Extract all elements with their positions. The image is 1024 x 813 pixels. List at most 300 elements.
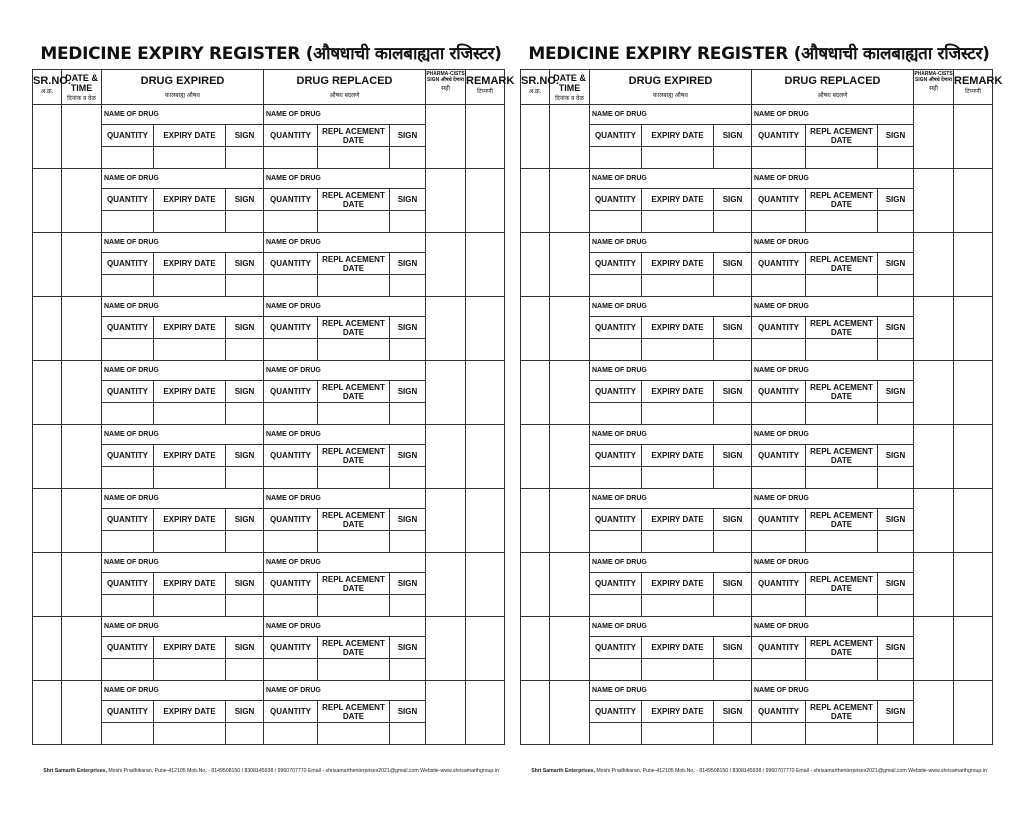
- pharmacist-sign-cell[interactable]: [426, 553, 466, 617]
- replacement-date-header-label: REPL ACEMENT DATE: [810, 446, 873, 465]
- pharmacist-sign-cell[interactable]: [426, 681, 466, 745]
- drug-expired-header: DRUG EXPIRED कालबाह्य औषध: [590, 70, 752, 105]
- pharmacist-sign-cell[interactable]: [426, 233, 466, 297]
- register-entries: [33, 105, 505, 745]
- replaced-quantity-header: [752, 189, 806, 211]
- expired-quantity-field[interactable]: [590, 531, 642, 553]
- replacement-date-field[interactable]: [318, 595, 390, 617]
- expired-quantity-header: [590, 189, 642, 211]
- expired-drug-name-field[interactable]: [102, 553, 264, 573]
- pharmacist-sign-cell[interactable]: [426, 617, 466, 681]
- date-time-cell[interactable]: [62, 425, 102, 489]
- pharmacist-sign-cell[interactable]: [914, 489, 954, 553]
- replaced-quantity-header-label: QUANTITY: [270, 323, 311, 332]
- expired-quantity-field[interactable]: [590, 723, 642, 745]
- replaced-sign-field[interactable]: [878, 467, 914, 489]
- replaced-quantity-field[interactable]: [264, 403, 318, 425]
- expiry-date-field[interactable]: [642, 595, 714, 617]
- expired-quantity-field[interactable]: [102, 339, 154, 361]
- expiry-date-field[interactable]: [154, 147, 226, 169]
- expired-sign-field[interactable]: [226, 723, 264, 745]
- expired-drug-name-field[interactable]: [102, 425, 264, 445]
- remark-cell[interactable]: [954, 425, 993, 489]
- date-time-cell[interactable]: [62, 233, 102, 297]
- expired-drug-name-field[interactable]: [590, 553, 752, 573]
- replaced-quantity-field[interactable]: [752, 211, 806, 233]
- date-time-cell[interactable]: [62, 169, 102, 233]
- pharmacist-sign-cell[interactable]: [426, 169, 466, 233]
- replacement-date-header: [806, 253, 878, 275]
- remark-cell[interactable]: [954, 105, 993, 169]
- pharmacist-sign-cell[interactable]: [426, 361, 466, 425]
- remark-cell[interactable]: [466, 681, 505, 745]
- replaced-drug-name-field[interactable]: [752, 425, 914, 445]
- expiry-date-field[interactable]: [642, 531, 714, 553]
- sr-no-cell[interactable]: [521, 169, 550, 233]
- sr-no-cell[interactable]: [33, 105, 62, 169]
- replaced-sign-field[interactable]: [878, 339, 914, 361]
- expired-quantity-header: [102, 317, 154, 339]
- replacement-date-field[interactable]: [806, 211, 878, 233]
- expiry-date-field[interactable]: [642, 467, 714, 489]
- sr-no-cell[interactable]: [33, 297, 62, 361]
- expired-drug-name-field[interactable]: [102, 681, 264, 701]
- replacement-date-header-label: REPL ACEMENT DATE: [322, 574, 385, 593]
- replaced-quantity-field[interactable]: [264, 339, 318, 361]
- replacement-date-field[interactable]: [806, 595, 878, 617]
- expired-drug-name-field[interactable]: [590, 105, 752, 125]
- replacement-date-field[interactable]: [318, 211, 390, 233]
- replaced-sign-field[interactable]: [390, 467, 426, 489]
- pharmacist-sign-cell[interactable]: [914, 553, 954, 617]
- expired-drug-name-field[interactable]: [102, 233, 264, 253]
- replaced-sign-header-label: SIGN: [397, 451, 418, 460]
- expired-drug-name-field[interactable]: [590, 489, 752, 509]
- expired-sign-field[interactable]: [714, 659, 752, 681]
- replaced-sign-header-label: SIGN: [885, 451, 906, 460]
- sr-no-cell[interactable]: [521, 425, 550, 489]
- expired-quantity-header-label: QUANTITY: [107, 259, 148, 268]
- expiry-date-field[interactable]: [154, 403, 226, 425]
- replaced-quantity-field[interactable]: [264, 467, 318, 489]
- expiry-date-header: [154, 381, 226, 403]
- entry-name-row: [33, 105, 505, 125]
- replaced-quantity-field[interactable]: [752, 339, 806, 361]
- expired-quantity-field[interactable]: [102, 403, 154, 425]
- expired-sign-field[interactable]: [714, 403, 752, 425]
- replaced-drug-name-field[interactable]: [264, 681, 426, 701]
- expired-quantity-field[interactable]: [102, 211, 154, 233]
- replaced-drug-name-field[interactable]: [264, 169, 426, 189]
- expiry-date-field[interactable]: [154, 339, 226, 361]
- sr-no-cell[interactable]: [33, 169, 62, 233]
- expired-sign-field[interactable]: [226, 147, 264, 169]
- expired-quantity-header: [590, 253, 642, 275]
- expired-sign-field[interactable]: [226, 595, 264, 617]
- remark-cell[interactable]: [466, 553, 505, 617]
- expired-quantity-field[interactable]: [102, 659, 154, 681]
- replaced-sign-field[interactable]: [878, 403, 914, 425]
- replaced-drug-name-field[interactable]: [264, 105, 426, 125]
- replaced-sign-field[interactable]: [390, 659, 426, 681]
- replaced-sign-header-label: SIGN: [885, 387, 906, 396]
- expiry-date-header: [642, 637, 714, 659]
- expired-drug-name-field-label: NAME OF DRUG: [104, 559, 159, 566]
- expiry-date-header-label: EXPIRY DATE: [651, 515, 704, 524]
- sr-no-cell[interactable]: [33, 617, 62, 681]
- replaced-sign-field[interactable]: [878, 211, 914, 233]
- replaced-drug-name-field[interactable]: [752, 233, 914, 253]
- replacement-date-field[interactable]: [318, 147, 390, 169]
- expired-quantity-field[interactable]: [590, 467, 642, 489]
- expired-drug-name-field[interactable]: [590, 617, 752, 637]
- pharmacist-sign-cell[interactable]: [914, 681, 954, 745]
- expired-sign-header-label: SIGN: [234, 515, 255, 524]
- remark-cell[interactable]: [466, 105, 505, 169]
- replaced-drug-name-field[interactable]: [752, 617, 914, 637]
- entry-name-row: [521, 297, 993, 317]
- sr-no-cell[interactable]: [521, 681, 550, 745]
- date-time-cell[interactable]: [550, 169, 590, 233]
- replaced-quantity-field[interactable]: [264, 595, 318, 617]
- expired-sign-header: [226, 125, 264, 147]
- date-time-cell[interactable]: [62, 553, 102, 617]
- expired-sign-field[interactable]: [226, 403, 264, 425]
- replaced-sign-field[interactable]: [390, 211, 426, 233]
- date-time-cell[interactable]: [550, 233, 590, 297]
- replacement-date-header-label: REPL ACEMENT DATE: [322, 382, 385, 401]
- replacement-date-field[interactable]: [806, 275, 878, 297]
- replaced-quantity-field[interactable]: [264, 723, 318, 745]
- remark-cell[interactable]: [466, 361, 505, 425]
- date-time-cell[interactable]: [550, 425, 590, 489]
- date-time-cell[interactable]: [550, 553, 590, 617]
- pharmacist-sign-cell[interactable]: [914, 233, 954, 297]
- expired-drug-name-field[interactable]: [102, 617, 264, 637]
- expired-drug-name-field[interactable]: [102, 105, 264, 125]
- pharmacist-sign-cell[interactable]: [426, 489, 466, 553]
- expired-sign-header-label: SIGN: [722, 387, 743, 396]
- replaced-sign-field[interactable]: [390, 595, 426, 617]
- expired-quantity-field[interactable]: [102, 147, 154, 169]
- replaced-drug-name-field[interactable]: [264, 425, 426, 445]
- replaced-drug-name-field[interactable]: [264, 297, 426, 317]
- expired-sign-header-label: SIGN: [722, 707, 743, 716]
- expired-sign-field[interactable]: [714, 467, 752, 489]
- remark-cell[interactable]: [466, 169, 505, 233]
- replacement-date-header: [806, 637, 878, 659]
- remark-cell[interactable]: [466, 617, 505, 681]
- replacement-date-field[interactable]: [318, 339, 390, 361]
- expired-drug-name-field[interactable]: [102, 297, 264, 317]
- expired-sign-field[interactable]: [714, 339, 752, 361]
- replaced-quantity-field[interactable]: [752, 467, 806, 489]
- expiry-date-field[interactable]: [642, 147, 714, 169]
- replaced-quantity-field[interactable]: [264, 147, 318, 169]
- replacement-date-header: [806, 125, 878, 147]
- date-time-cell[interactable]: [550, 489, 590, 553]
- expired-quantity-field[interactable]: [590, 403, 642, 425]
- expired-drug-name-field[interactable]: [590, 681, 752, 701]
- remark-cell[interactable]: [954, 361, 993, 425]
- sr-no-cell[interactable]: [33, 425, 62, 489]
- replaced-drug-name-field[interactable]: [264, 617, 426, 637]
- replacement-date-field[interactable]: [806, 403, 878, 425]
- remark-cell[interactable]: [954, 681, 993, 745]
- expiry-date-header-label: EXPIRY DATE: [651, 259, 704, 268]
- replaced-sign-field[interactable]: [878, 275, 914, 297]
- remark-cell[interactable]: [954, 553, 993, 617]
- sr-no-cell[interactable]: [33, 361, 62, 425]
- expired-sign-header: [714, 445, 752, 467]
- pharmacist-sign-cell[interactable]: [914, 617, 954, 681]
- expiry-date-field[interactable]: [642, 211, 714, 233]
- sr-no-cell[interactable]: [521, 105, 550, 169]
- replaced-sign-field[interactable]: [390, 531, 426, 553]
- expired-sign-field[interactable]: [226, 211, 264, 233]
- expired-quantity-field[interactable]: [590, 275, 642, 297]
- pharmacist-sign-cell[interactable]: [426, 105, 466, 169]
- remark-cell[interactable]: [466, 233, 505, 297]
- expiry-date-field[interactable]: [154, 467, 226, 489]
- pharmacist-sign-cell[interactable]: [914, 169, 954, 233]
- expired-quantity-header: [590, 445, 642, 467]
- expired-quantity-header-label: QUANTITY: [595, 707, 636, 716]
- expired-drug-name-field[interactable]: [590, 233, 752, 253]
- date-time-cell[interactable]: [62, 105, 102, 169]
- replacement-date-field[interactable]: [806, 659, 878, 681]
- replaced-quantity-field[interactable]: [752, 595, 806, 617]
- replaced-drug-name-field[interactable]: [752, 361, 914, 381]
- remark-cell[interactable]: [466, 489, 505, 553]
- expiry-date-field[interactable]: [642, 339, 714, 361]
- expiry-date-field[interactable]: [154, 211, 226, 233]
- expiry-date-field[interactable]: [154, 531, 226, 553]
- remark-cell[interactable]: [954, 233, 993, 297]
- replaced-quantity-field[interactable]: [752, 275, 806, 297]
- expired-quantity-field[interactable]: [102, 595, 154, 617]
- replaced-drug-name-field[interactable]: [264, 553, 426, 573]
- expired-sign-field[interactable]: [714, 211, 752, 233]
- replacement-date-field[interactable]: [806, 339, 878, 361]
- replaced-sign-header-label: SIGN: [397, 131, 418, 140]
- date-time-cell[interactable]: [550, 681, 590, 745]
- remark-cell[interactable]: [466, 297, 505, 361]
- remark-cell[interactable]: [954, 617, 993, 681]
- date-time-cell[interactable]: [550, 361, 590, 425]
- replacement-date-field[interactable]: [318, 403, 390, 425]
- expired-drug-name-field[interactable]: [102, 361, 264, 381]
- sr-no-cell[interactable]: [521, 553, 550, 617]
- expired-quantity-field[interactable]: [102, 531, 154, 553]
- expired-quantity-field[interactable]: [102, 723, 154, 745]
- expiry-date-field[interactable]: [154, 723, 226, 745]
- replaced-drug-name-field[interactable]: [752, 105, 914, 125]
- replacement-date-field[interactable]: [318, 659, 390, 681]
- replaced-sign-field[interactable]: [878, 531, 914, 553]
- replaced-drug-name-field[interactable]: [752, 297, 914, 317]
- expired-quantity-header-label: QUANTITY: [107, 579, 148, 588]
- expired-drug-name-field-label: NAME OF DRUG: [592, 623, 647, 630]
- replaced-quantity-field[interactable]: [264, 211, 318, 233]
- expired-sign-field[interactable]: [714, 595, 752, 617]
- replaced-quantity-field[interactable]: [752, 403, 806, 425]
- replaced-quantity-field[interactable]: [752, 531, 806, 553]
- pharmacist-sign-cell[interactable]: [914, 361, 954, 425]
- date-time-cell[interactable]: [62, 361, 102, 425]
- replaced-drug-name-field-label: NAME OF DRUG: [266, 303, 321, 310]
- expired-sign-field[interactable]: [714, 147, 752, 169]
- pharmacist-sign-cell[interactable]: [426, 297, 466, 361]
- expired-quantity-header: [102, 573, 154, 595]
- expired-sign-field[interactable]: [226, 659, 264, 681]
- date-time-cell[interactable]: [550, 617, 590, 681]
- expired-sign-header: [226, 253, 264, 275]
- expiry-date-field[interactable]: [154, 595, 226, 617]
- replaced-sign-field[interactable]: [878, 147, 914, 169]
- expired-drug-name-field[interactable]: [590, 297, 752, 317]
- replaced-drug-name-field[interactable]: [264, 233, 426, 253]
- replacement-date-field[interactable]: [806, 147, 878, 169]
- replaced-sign-field[interactable]: [390, 147, 426, 169]
- replacement-date-header-label: REPL ACEMENT DATE: [322, 126, 385, 145]
- expired-drug-name-field[interactable]: [590, 425, 752, 445]
- replaced-sign-header: [390, 125, 426, 147]
- replacement-date-field[interactable]: [806, 531, 878, 553]
- sr-no-cell[interactable]: [33, 553, 62, 617]
- expired-sign-field[interactable]: [226, 339, 264, 361]
- sr-no-cell[interactable]: [521, 297, 550, 361]
- remark-cell[interactable]: [954, 489, 993, 553]
- replacement-date-header: [318, 637, 390, 659]
- pharmacist-sign-cell[interactable]: [426, 425, 466, 489]
- pharmacist-sign-cell[interactable]: [914, 297, 954, 361]
- replacement-date-field[interactable]: [318, 275, 390, 297]
- expired-quantity-field[interactable]: [102, 275, 154, 297]
- remark-cell[interactable]: [954, 169, 993, 233]
- replaced-drug-name-field[interactable]: [752, 681, 914, 701]
- replacement-date-header-label: REPL ACEMENT DATE: [810, 190, 873, 209]
- expired-sign-field[interactable]: [226, 275, 264, 297]
- remark-cell[interactable]: [954, 297, 993, 361]
- expired-sign-header: [226, 189, 264, 211]
- expired-sign-field[interactable]: [714, 275, 752, 297]
- expired-sign-field[interactable]: [714, 531, 752, 553]
- expired-drug-name-field[interactable]: [590, 169, 752, 189]
- replacement-date-field[interactable]: [318, 467, 390, 489]
- date-time-cell[interactable]: [550, 105, 590, 169]
- sr-no-cell[interactable]: [33, 489, 62, 553]
- replaced-drug-name-field-label: NAME OF DRUG: [266, 431, 321, 438]
- expired-quantity-field[interactable]: [590, 211, 642, 233]
- expired-sign-header: [226, 317, 264, 339]
- replaced-quantity-field[interactable]: [264, 531, 318, 553]
- replaced-sign-field[interactable]: [878, 723, 914, 745]
- replacement-date-field[interactable]: [806, 467, 878, 489]
- replaced-sign-field[interactable]: [878, 595, 914, 617]
- sr-no-cell[interactable]: [521, 489, 550, 553]
- replaced-sign-field[interactable]: [390, 723, 426, 745]
- pharmacist-sign-header: PHARMA-CISTS SIGN औषधे देणारा सही: [426, 70, 466, 105]
- expiry-date-field[interactable]: [642, 723, 714, 745]
- expired-quantity-field[interactable]: [590, 595, 642, 617]
- replaced-sign-field[interactable]: [390, 339, 426, 361]
- expiry-date-field[interactable]: [642, 659, 714, 681]
- expired-drug-name-field[interactable]: [102, 169, 264, 189]
- replaced-quantity-header-label: QUANTITY: [270, 451, 311, 460]
- pharmacist-sign-cell[interactable]: [914, 425, 954, 489]
- date-time-cell[interactable]: [62, 617, 102, 681]
- expired-quantity-field[interactable]: [590, 339, 642, 361]
- expiry-date-field[interactable]: [642, 275, 714, 297]
- expired-quantity-field[interactable]: [590, 147, 642, 169]
- replacement-date-field[interactable]: [318, 723, 390, 745]
- expired-sign-header-label: SIGN: [722, 515, 743, 524]
- remark-cell[interactable]: [466, 425, 505, 489]
- replaced-quantity-field[interactable]: [752, 659, 806, 681]
- replacement-date-field[interactable]: [318, 531, 390, 553]
- sr-no-cell[interactable]: [33, 681, 62, 745]
- expired-sign-field[interactable]: [226, 531, 264, 553]
- expired-drug-name-field[interactable]: [102, 489, 264, 509]
- replaced-drug-name-field[interactable]: [752, 169, 914, 189]
- sr-no-cell[interactable]: [521, 361, 550, 425]
- replaced-quantity-field[interactable]: [264, 275, 318, 297]
- replaced-sign-field[interactable]: [878, 659, 914, 681]
- sr-no-cell[interactable]: [521, 233, 550, 297]
- expired-quantity-header: [590, 573, 642, 595]
- expiry-date-header: [154, 317, 226, 339]
- entry-name-row: [33, 617, 505, 637]
- replacement-date-header: [318, 445, 390, 467]
- sr-no-cell[interactable]: [33, 233, 62, 297]
- expiry-date-field[interactable]: [642, 403, 714, 425]
- replaced-sign-field[interactable]: [390, 275, 426, 297]
- replaced-quantity-header: [752, 637, 806, 659]
- replaced-drug-name-field-label: NAME OF DRUG: [266, 687, 321, 694]
- expired-quantity-field[interactable]: [102, 467, 154, 489]
- expired-sign-field[interactable]: [714, 723, 752, 745]
- expired-quantity-field[interactable]: [590, 659, 642, 681]
- expiry-date-field[interactable]: [154, 659, 226, 681]
- date-time-cell[interactable]: [550, 297, 590, 361]
- replaced-drug-name-field[interactable]: [264, 489, 426, 509]
- replaced-drug-name-field[interactable]: [752, 553, 914, 573]
- replacement-date-field[interactable]: [806, 723, 878, 745]
- pharmacist-sign-cell[interactable]: [914, 105, 954, 169]
- replaced-sign-field[interactable]: [390, 403, 426, 425]
- replacement-date-header: [806, 189, 878, 211]
- date-time-cell[interactable]: [62, 489, 102, 553]
- replaced-drug-name-field[interactable]: [752, 489, 914, 509]
- expiry-date-header: [642, 445, 714, 467]
- replaced-quantity-field[interactable]: [752, 723, 806, 745]
- replaced-quantity-field[interactable]: [264, 659, 318, 681]
- expired-drug-name-field-label: NAME OF DRUG: [592, 239, 647, 246]
- expired-drug-name-field[interactable]: [590, 361, 752, 381]
- date-time-cell[interactable]: [62, 297, 102, 361]
- replaced-sign-header: [878, 189, 914, 211]
- date-time-cell[interactable]: [62, 681, 102, 745]
- expiry-date-field[interactable]: [154, 275, 226, 297]
- replaced-drug-name-field[interactable]: [264, 361, 426, 381]
- replaced-sign-header-label: SIGN: [397, 643, 418, 652]
- footer-contact: Shri Samarth Enterprises, Moshi Pradhikaran, Pune-412105 Mob.No. - 8149508150 / 8308145938 / 9960707770 Email - shrisamarthenterprises2021@gmail.com Website-www.shrisamarthgroup.in: [531, 768, 987, 774]
- expired-sign-field[interactable]: [226, 467, 264, 489]
- replaced-quantity-field[interactable]: [752, 147, 806, 169]
- sr-no-cell[interactable]: [521, 617, 550, 681]
- expired-quantity-header-label: QUANTITY: [107, 131, 148, 140]
